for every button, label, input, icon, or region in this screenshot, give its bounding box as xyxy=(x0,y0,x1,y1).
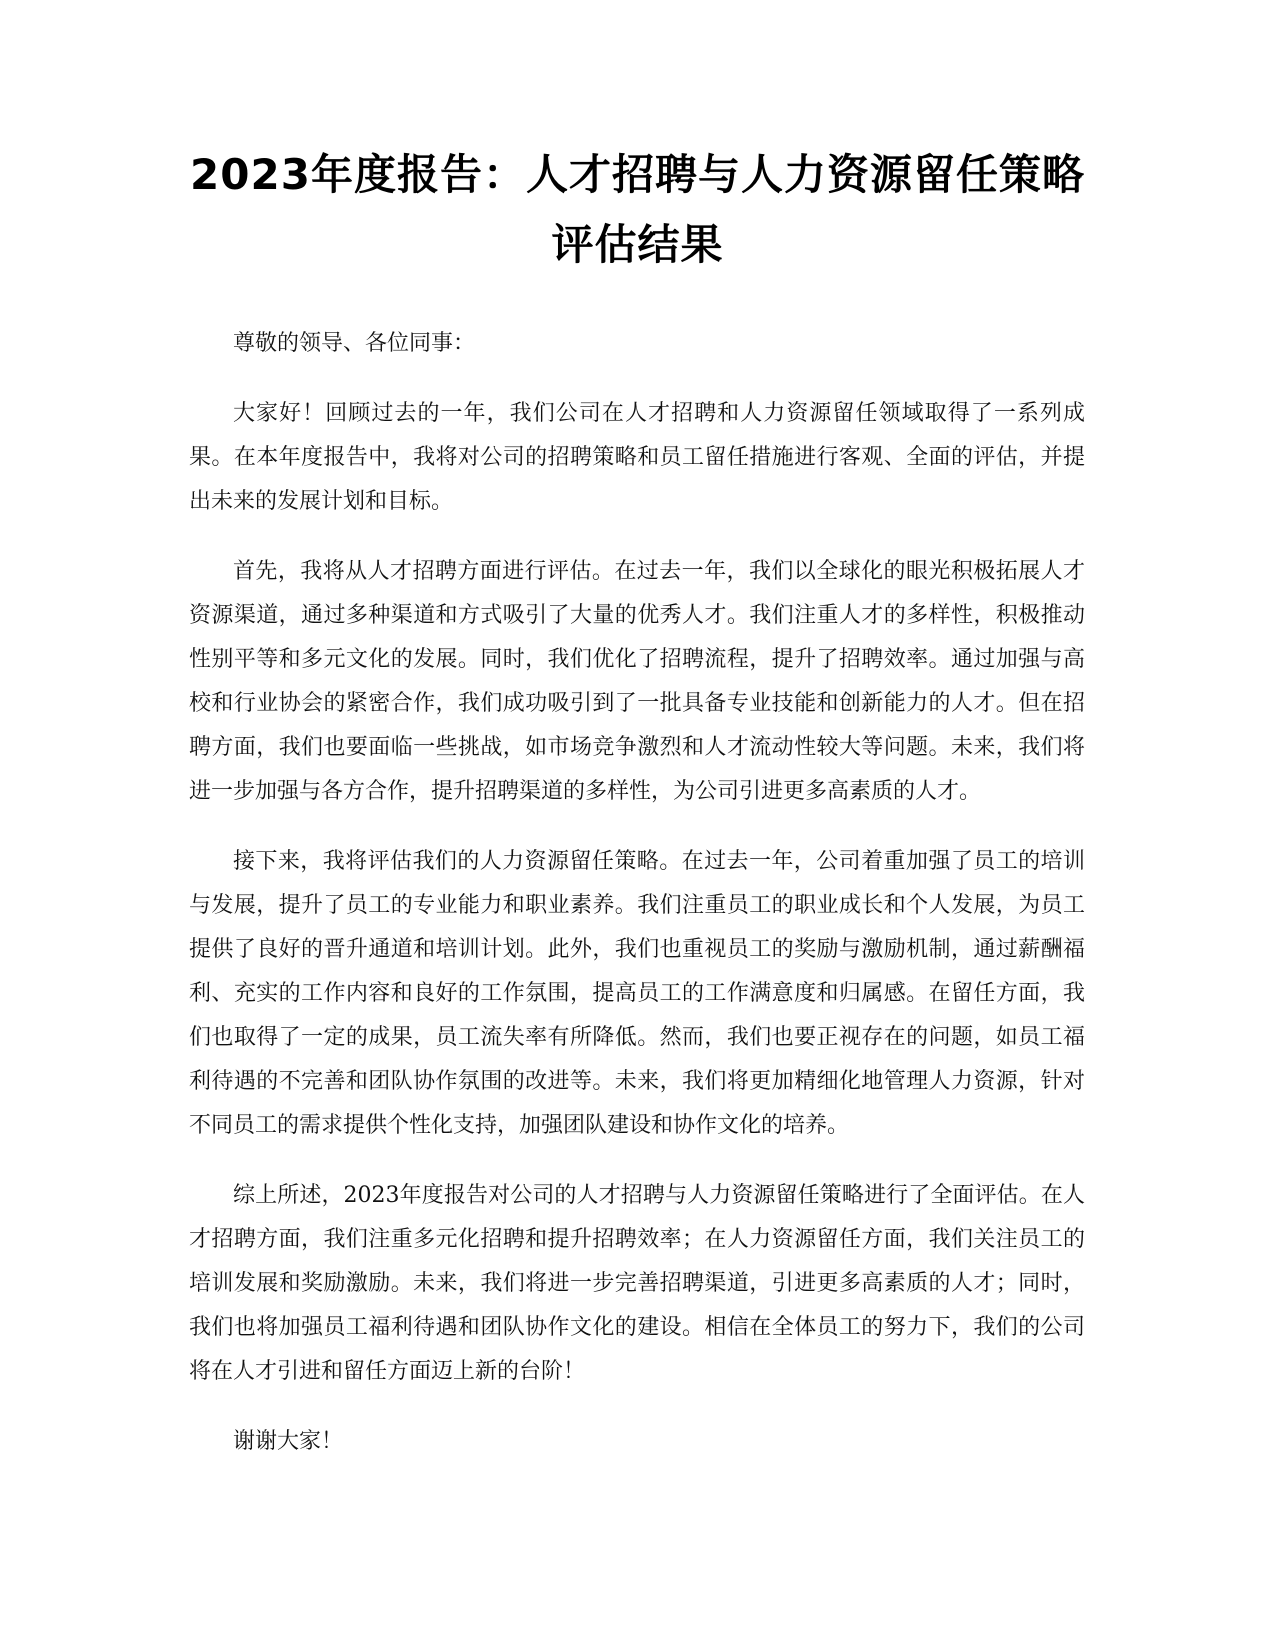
closing-paragraph: 谢谢大家！ xyxy=(233,1429,344,1454)
summary-paragraph: 综上所述，2023年度报告对公司的人才招聘与人力资源留任策略进行了全面评估。在人才招聘方面，我们注重多元化招聘和提升招聘效率；在人力资源留任方面，我们关注员工的培训发展和奖励激励。未来，我们将进一步完善招聘渠道，引进更多高素质的人才；同时，我们也将加强员工福利待遇和团队协作文化的建设。相信在全体员工的努力下，我们的公司将在人才引进和留任方面迈上新的台阶！ xyxy=(189,1183,1085,1384)
document-body xyxy=(189,322,1085,1490)
intro-paragraph: 大家好！回顾过去的一年，我们公司在人才招聘和人力资源留任领域取得了一系列成果。在本年度报告中，我将对公司的招聘策略和员工留任措施进行客观、全面的评估，并提出未来的发展计划和目标。 xyxy=(189,401,1085,514)
recruitment-paragraph: 首先，我将从人才招聘方面进行评估。在过去一年，我们以全球化的眼光积极拓展人才资源渠道，通过多种渠道和方式吸引了大量的优秀人才。我们注重人才的多样性，积极推动性别平等和多元文化的发展。同时，我们优化了招聘流程，提升了招聘效率。通过加强与高校和行业协会的紧密合作，我们成功吸引到了一批具备专业技能和创新能力的人才。但在招聘方面，我们也要面临一些挑战，如市场竞争激烈和人才流动性较大等问题。未来，我们将进一步加强与各方合作，提升招聘渠道的多样性，为公司引进更多高素质的人才。 xyxy=(189,559,1085,804)
greeting-paragraph: 尊敬的领导、各位同事： xyxy=(233,331,476,356)
retention-paragraph: 接下来，我将评估我们的人力资源留任策略。在过去一年，公司着重加强了员工的培训与发展，提升了员工的专业能力和职业素养。我们注重员工的职业成长和个人发展，为员工提供了良好的晋升通道和培训计划。此外，我们也重视员工的奖励与激励机制，通过薪酬福利、充实的工作内容和良好的工作氛围，提高员工的工作满意度和归属感。在留任方面，我们也取得了一定的成果，员工流失率有所降低。然而，我们也要正视存在的问题，如员工福利待遇的不完善和团队协作氛围的改进等。未来，我们将更加精细化地管理人力资源，针对不同员工的需求提供个性化支持，加强团队建设和协作文化的培养。 xyxy=(189,849,1085,1138)
document-title: 2023年度报告：人才招聘与人力资源留任策略评估结果 xyxy=(190,150,1085,269)
